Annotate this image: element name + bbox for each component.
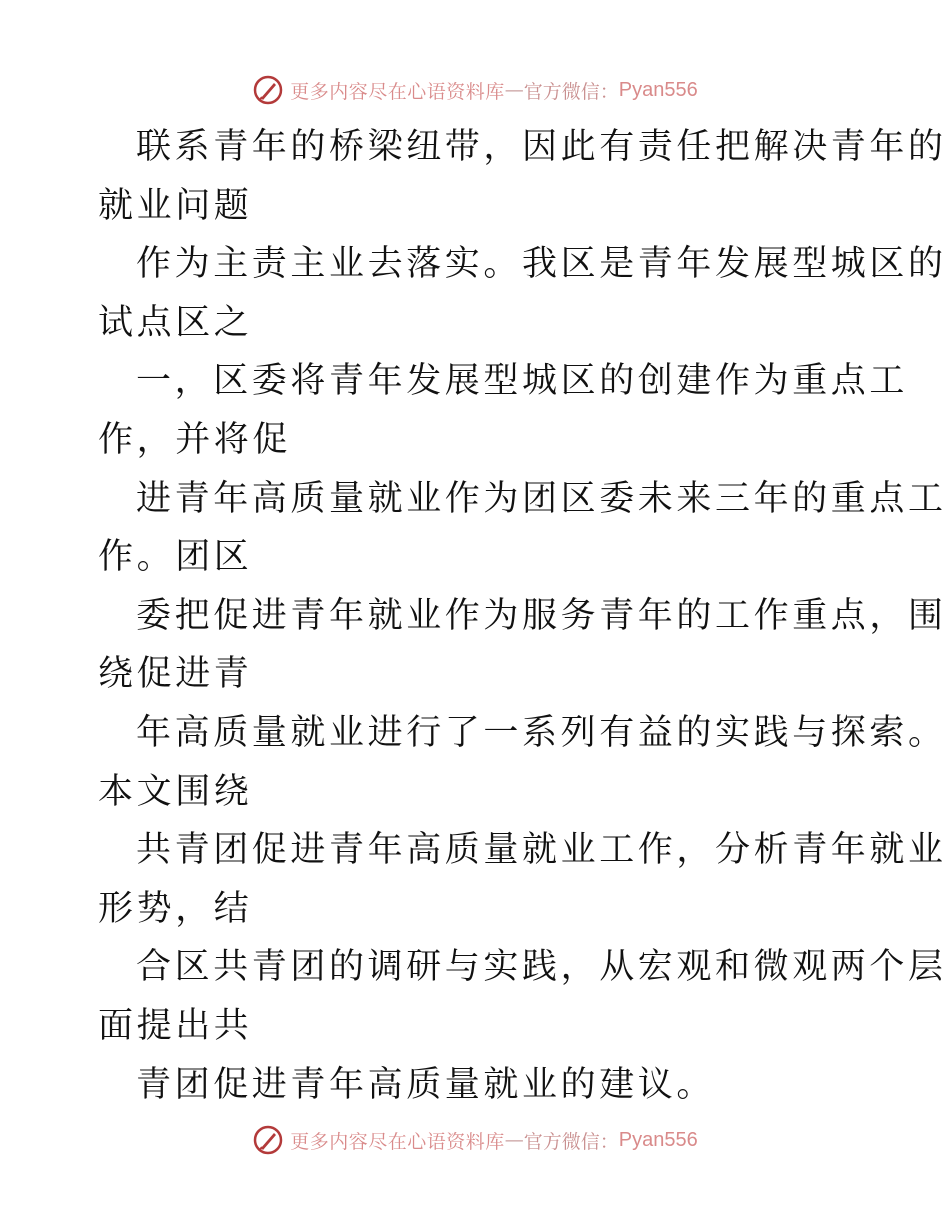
watermark-main-text: 更多内容尽在心语资料库 xyxy=(290,80,505,103)
text-line: 作为主责主业去落实。我区是青年发展型城区的 xyxy=(136,244,947,285)
watermark-account: Pyan556 xyxy=(618,1128,698,1151)
text-line: 作。团区 xyxy=(98,537,253,578)
quill-logo-icon xyxy=(252,74,284,106)
text-line: 合区共青团的调研与实践，从宏观和微观两个层 xyxy=(136,947,947,988)
text-line: 就业问题 xyxy=(98,185,253,226)
text-line: 面提出共 xyxy=(98,1005,253,1046)
watermark-label: 官方微信： xyxy=(523,1130,619,1153)
watermark-separator: — xyxy=(504,1129,524,1151)
text-line: 青团促进青年高质量就业的建议。 xyxy=(136,1064,716,1105)
footer-watermark xyxy=(0,1120,950,1160)
body-text xyxy=(98,118,947,1114)
text-line: 作，并将促 xyxy=(98,419,292,460)
text-line: 年高质量就业进行了一系列有益的实践与探索。 xyxy=(136,712,947,753)
text-line: 形势，结 xyxy=(98,888,253,929)
watermark-main-text: 更多内容尽在心语资料库 xyxy=(290,1130,505,1153)
quill-logo-icon xyxy=(252,1124,284,1156)
text-line: 联系青年的桥梁纽带，因此有责任把解决青年的 xyxy=(136,127,947,167)
watermark-account: Pyan556 xyxy=(618,78,698,101)
text-line: 进青年高质量就业作为团区委未来三年的重点工 xyxy=(136,478,947,519)
text-line: 一，区委将青年发展型城区的创建作为重点工 xyxy=(136,361,909,402)
text-line: 共青团促进青年高质量就业工作，分析青年就业 xyxy=(136,830,947,871)
text-line: 本文围绕 xyxy=(98,771,253,812)
header-watermark xyxy=(0,70,950,110)
text-line: 试点区之 xyxy=(98,302,253,343)
text-line: 委把促进青年就业作为服务青年的工作重点，围 xyxy=(136,595,947,636)
watermark-label: 官方微信： xyxy=(523,80,619,103)
watermark-separator: — xyxy=(504,79,524,101)
text-line: 绕促进青 xyxy=(98,654,253,695)
